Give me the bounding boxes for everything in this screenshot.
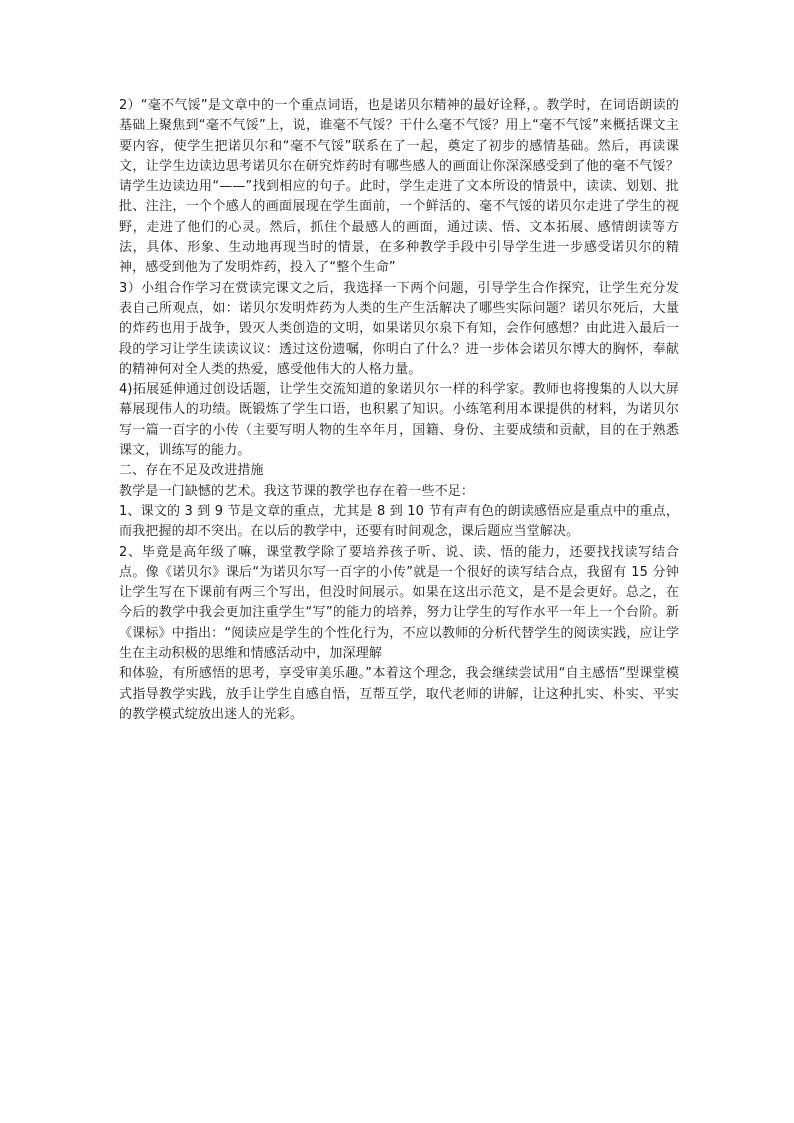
section-heading: 二、存在不足及改进措施: [119, 463, 264, 479]
document-body: [119, 96, 679, 725]
paragraph-point-2: 2、毕竟是高年级了嘛，课堂教学除了要培养孩子听、说、读、悟的能力，还要找找读写结合点。像《诺贝尔》课后“为诺贝尔写一百字的小传”就是一个很好的读写结合点，我留有 15 分钟让学生写在下课前有两三个写出，但没时间展示。如果在这出示范文，是不是会更好。总之，在今后的教学中我会更加注重学生“写”的能力的培养，努力让学生的写作水平一年上一个台阶。新《课标》中指出：“阅读应是学生的个性化行为，不应以教师的分析代替学生的阅读实践，应让学生在主动积极的思维和情感活动中，加深理解: [119, 544, 679, 662]
paragraph-2: 2）“毫不气馁”是文章中的一个重点词语，也是诺贝尔精神的最好诠释，。教学时，在词语朗读的基础上聚焦到“毫不气馁”上，说，谁毫不气馁？干什么毫不气馁？用上“毫不气馁”来概括课文主要内容，使学生把诺贝尔和“毫不气馁”联系在了一起，奠定了初步的感情基础。然后，再读课文，让学生边读边思考诺贝尔在研究炸药时有哪些感人的画面让你深深感受到了他的毫不气馁？请学生边读边用“——”找到相应的句子。此时，学生走进了文本所设的情景中，读读、划划、批批、注注，一个个感人的画面展现在学生面前，一个鲜活的、毫不气馁的诺贝尔走进了学生的视野，走进了他们的心灵。然后，抓住个最感人的画面，通过读、悟、文本拓展、感情朗读等方法，具体、形象、生动地再现当时的情景，在多种教学手段中引导学生进一步感受诺贝尔的精神，感受到他为了发明炸药，投入了“整个生命”: [119, 98, 679, 276]
paragraph-4: 4)拓展延伸通过创设话题，让学生交流知道的象诺贝尔一样的科学家。教师也将搜集的人以大屏幕展现伟人的功绩。既锻炼了学生口语，也积累了知识。小练笔利用本课提供的材料，为诺贝尔写一篇一百字的小传（主要写明人物的生卒年月，国籍、身份、主要成绩和贡献，目的在于熟悉课文，训练写的能力。: [119, 382, 679, 459]
paragraph-point-2-cont: 和体验，有所感悟的思考，享受审美乐趣。”本着这个理念，我会继续尝试用“自主感悟”型课堂模式指导教学实践，放手让学生自感自悟，互帮互学，取代老师的讲解，让这种扎实、朴实、平实的教学模式绽放出迷人的光彩。: [119, 666, 679, 722]
paragraph-intro: 教学是一门缺憾的艺术。我这节课的教学也存在着一些不足：: [119, 483, 475, 499]
paragraph-point-1: 1、课文的 3 到 9 节是文章的重点，尤其是 8 到 10 节有声有色的朗读感悟应是重点中的重点，而我把握的却不突出。在以后的教学中，还要有时间观念，课后题应当堂解决。: [119, 503, 679, 540]
paragraph-3: 3）小组合作学习在赏读完课文之后，我选择一下两个问题，引导学生合作探究，让学生充分发表自己所观点，如：诺贝尔发明炸药为人类的生产生活解决了哪些实际问题？诺贝尔死后，大量的炸药也用于战争，毁灭人类创造的文明，如果诺贝尔泉下有知，会作何感想？由此进入最后一段的学习让学生读读议议：透过这份遗嘱，你明白了什么？进一步体会诺贝尔博大的胸怀，奉献的精神何对全人类的热爱，感受他伟大的人格力量。: [119, 280, 679, 377]
